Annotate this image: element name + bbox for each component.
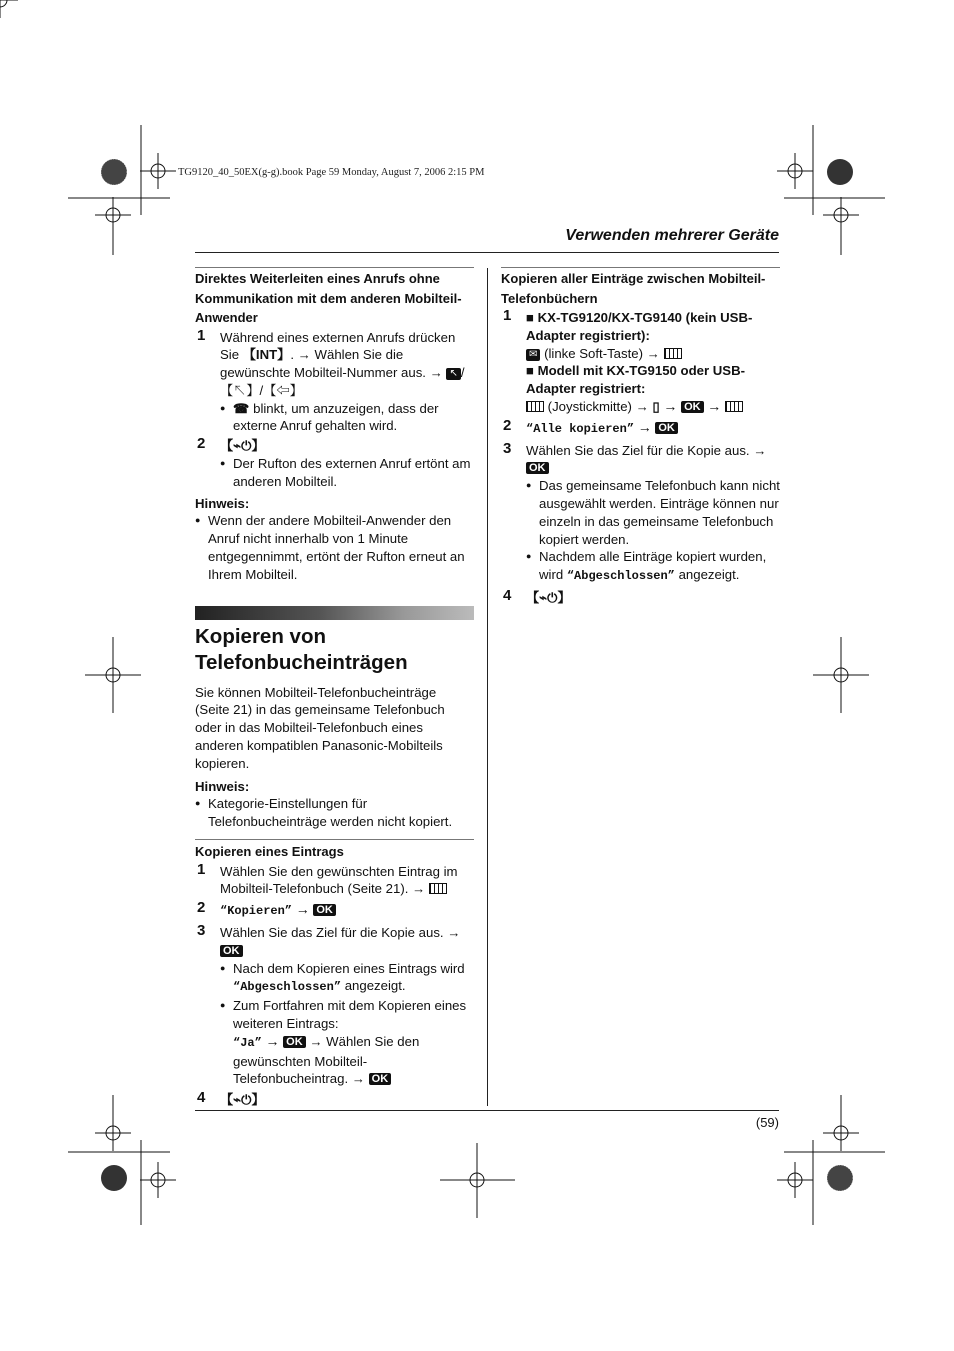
header-rule — [195, 252, 779, 253]
step-2 — [195, 437, 474, 490]
note-bullet: ● Kategorie-Einstellungen für Telefonbucheinträge werden nicht kopiert. — [195, 795, 474, 831]
ok-key-icon: OK — [655, 422, 678, 434]
left-column — [195, 267, 474, 1109]
step-number: 1 — [197, 326, 206, 344]
section-banner — [195, 606, 474, 620]
bullet: ● Das gemeinsame Telefonbuch kann nicht ausgewählt werden. Einträge können nur einzeln in das gemeinsame Telefonbuch kopiert werden. — [526, 477, 780, 548]
step-2: 2 “Alle kopieren” → OK — [501, 419, 780, 439]
menu-key-icon — [725, 401, 743, 412]
step-number: 2 — [503, 416, 512, 434]
step-number: 1 — [197, 860, 206, 878]
step-3: 3 Wählen Sie das Ziel für die Kopie aus. → OK ● Nach dem Kopieren eines Eintrags wird “Abgeschlossen” angezeigt. ● Zum Fortfahren mit dem Kopieren eines weiteren Eintrags: “Ja” → OK → Wählen Sie den gewünschten Mobilteil-Telefonbucheintrag. → OK — [195, 924, 474, 1088]
menu-key-icon — [664, 348, 682, 359]
step-number: 2 — [197, 435, 206, 453]
off-key: 【⌁⏻】 — [220, 1092, 265, 1108]
step-2: 2 “Kopieren” → OK — [195, 901, 474, 921]
off-key: 【⌁⏻】 — [220, 438, 265, 454]
step-number: 4 — [197, 1089, 206, 1107]
section-heading-copy-all: Kopieren aller Einträge zwischen Mobilteil-Telefonbüchern — [501, 267, 780, 308]
bullet: ● ☎ blinkt, um anzuzeigen, dass der externe Anruf gehalten wird. — [220, 400, 474, 436]
bullet: ● Nachdem alle Einträge kopiert wurden, wird “Abgeschlossen” angezeigt. — [526, 548, 780, 586]
step-1: 1 Wählen Sie den gewünschten Eintrag im Mobilteil-Telefonbuch (Seite 21). → — [197, 860, 458, 897]
phonebook-softkey-icon: ✉ — [526, 349, 540, 361]
bullet: ● Der Rufton des externen Anruf ertönt am anderen Mobilteil. — [220, 455, 474, 491]
bullet: ● Nach dem Kopieren eines Eintrags wird “Abgeschlossen” angezeigt. — [220, 960, 474, 998]
step-number: 3 — [197, 921, 206, 939]
step-1: 1 Während eines externen Anrufs drücken Sie 【INT】. → Wählen Sie die gewünschte Mobilteil-Nummer aus. → ↖ /【↖】/【⇦】 ● ☎ blinkt, um anzuzeigen, dass der externe Anruf gehalten wird. — [195, 329, 474, 436]
step-number: 1 — [503, 307, 512, 324]
step-3: 3 Wählen Sie das Ziel für die Kopie aus. → OK ● Das gemeinsame Telefonbuch kann nicht ausgewählt werden. Einträge können nur einzeln in das gemeinsame Telefonbuch kopiert werden. ● Nachdem alle Einträge kopiert wurden, wird “Abgeschlossen” angezeigt. — [501, 442, 780, 586]
note-heading: Hinweis: — [195, 778, 250, 794]
section-heading-copy-entry: Kopieren eines Eintrags — [195, 839, 474, 862]
intro-paragraph: Sie können Mobilteil-Telefonbucheinträge (Seite 21) in das gemeinsame Telefonbuch oder in das Mobilteil-Telefonbuch eines anderen kompatiblen Panasonic-Mobilteils kopieren. — [195, 684, 445, 771]
step-4 — [501, 586, 780, 607]
page-number: (59) — [755, 1115, 779, 1130]
menu-key-icon — [526, 401, 544, 412]
footer-rule — [195, 1110, 779, 1111]
hold-icon: ☎ — [233, 400, 250, 416]
talk-key-icon: ↖ — [446, 368, 460, 380]
note-bullet: ● Wenn der andere Mobilteil-Anwender den Anruf nicht innerhalb von 1 Minute entgegennimmt, ertönt der Rufton erneut an Ihrem Mobilteil. — [195, 512, 474, 583]
right-column — [501, 267, 780, 607]
step-number: 4 — [503, 586, 512, 604]
column-divider — [487, 268, 488, 1106]
ok-key-icon: OK — [681, 401, 704, 413]
section-heading-direct-transfer: Direktes Weiterleiten eines Anrufs ohne Kommunikation mit dem anderen Mobilteil-Anwender — [195, 267, 474, 328]
page-header-title: Verwenden mehrerer Geräte — [565, 227, 779, 244]
note-heading: Hinweis: — [195, 495, 250, 511]
menu-key-icon — [429, 883, 447, 894]
ok-key-icon: OK — [283, 1036, 306, 1048]
ok-key-icon: OK — [220, 945, 243, 957]
phonebook-icon: ▯ — [652, 398, 660, 414]
step-number: 3 — [503, 439, 512, 457]
section-title: Kopieren von Telefonbucheinträgen — [195, 624, 408, 674]
model-heading: ■ Modell mit KX-TG9150 oder USB-Adapter registriert: — [526, 363, 745, 397]
model-heading: ■ KX-TG9120/KX-TG9140 (kein USB-Adapter registriert): — [526, 310, 753, 343]
ok-key-icon: OK — [369, 1073, 392, 1085]
step-4 — [195, 1091, 474, 1109]
off-key: 【⌁⏻】 — [526, 589, 571, 605]
ok-key-icon: OK — [313, 904, 336, 916]
print-info-line: TG9120_40_50EX(g-g).book Page 59 Monday, August 7, 2006 2:15 PM — [178, 167, 485, 178]
int-key: 【INT】 — [242, 347, 291, 363]
ok-key-icon: OK — [526, 462, 549, 474]
step-number: 2 — [197, 899, 206, 917]
step-1: 1 ■ KX-TG9120/KX-TG9140 (kein USB-Adapter registriert): ✉ (linke Soft-Taste) → ■ Modell mit KX-TG9150 oder USB-Adapter registriert: (Joystickmitte) → ▯ → OK → — [501, 309, 780, 416]
bullet: ● Zum Fortfahren mit dem Kopieren eines weiteren Eintrags: “Ja” → OK → Wählen Sie den gewünschten Mobilteil-Telefonbucheintrag. → OK — [220, 997, 474, 1088]
